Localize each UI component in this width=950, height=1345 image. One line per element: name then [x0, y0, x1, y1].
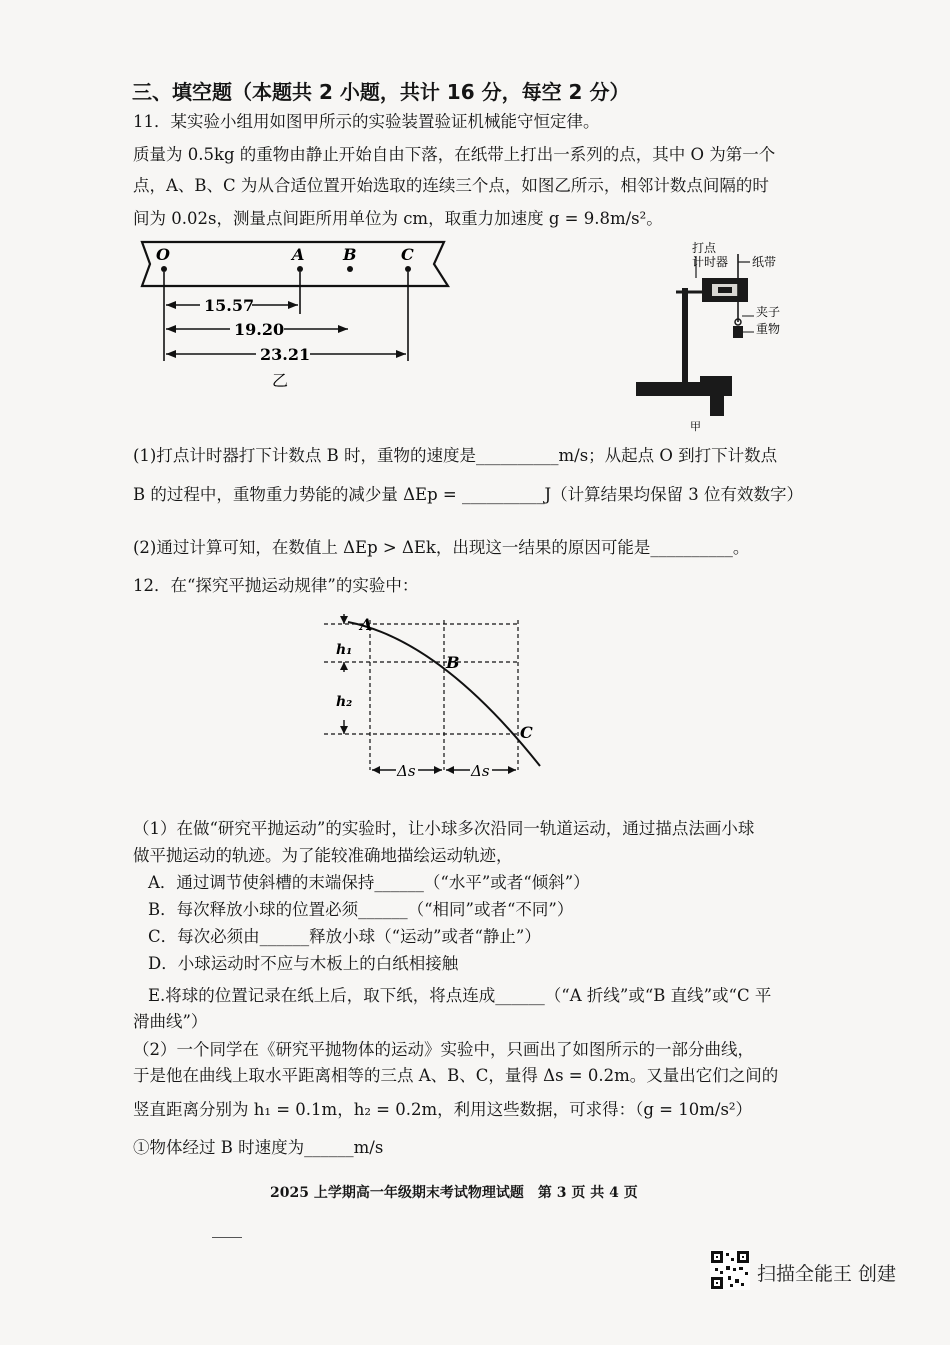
- q12-part2-line4: ①物体经过 B 时速度为______m/s: [133, 1138, 384, 1157]
- q11-stem: 11．某实验小组用如图甲所示的实验装置验证机械能守恒定律。: [133, 112, 600, 131]
- q12-option-a: A．通过调节使斜槽的末端保持______（“水平”或者“倾斜”）: [148, 873, 590, 892]
- tape-label: 纸带: [752, 255, 777, 269]
- clip-label: 夹子: [756, 305, 781, 319]
- q11-line-3: 点，A、B、C 为从合适位置开始选取的连续三个点，如图乙所示，相邻计数点间隔的时: [133, 176, 769, 195]
- scanner-watermark: 扫描全能王 创建: [757, 1263, 897, 1285]
- point-a-label: A: [360, 615, 373, 634]
- q12-option-d: D．小球运动时不应与木板上的白纸相接触: [148, 954, 459, 973]
- paper-tape-figure: [132, 236, 462, 396]
- qr-code-icon: [710, 1250, 750, 1290]
- q12-option-e-line2: 滑曲线”）: [133, 1012, 208, 1031]
- delta-s-label-1: Δs: [397, 762, 416, 780]
- q12-part2-line1: （2）一个同学在《研究平抛物体的运动》实验中，只画出了如图所示的一部分曲线，: [133, 1040, 754, 1059]
- weight-label: 重物: [756, 322, 781, 336]
- q11-part2: (2)通过计算可知，在数值上 ΔEp > ΔEk，出现这一结果的原因可能是__________。: [133, 538, 750, 557]
- timer-label-2: 计时器: [692, 255, 729, 269]
- scan-mark: [212, 1237, 242, 1238]
- q11-line-4: 间为 0.02s，测量点间距所用单位为 cm，取重力加速度 g = 9.8m/s²。: [133, 209, 663, 228]
- q11-line-2: 质量为 0.5kg 的重物由静止开始自由下落，在纸带上打出一系列的点，其中 O 为第一个: [133, 145, 776, 164]
- tape-dot-o: [161, 266, 167, 272]
- q12-part1-line1: （1）在做“研究平抛运动”的实验时，让小球多次沿同一轨道运动，通过描点法画小球: [133, 819, 755, 838]
- page-footer: 2025 上学期高一年级期末考试物理试题 第 3 页 共 4 页: [270, 1185, 638, 1201]
- tape-point-a-label: A: [292, 245, 305, 264]
- tape-point-b-label: B: [343, 245, 357, 264]
- q12-part1-line2: 做平抛运动的轨迹。为了能较准确地描绘运动轨迹，: [133, 846, 513, 865]
- tape-dot-b: [347, 266, 353, 272]
- q12-part2-line2: 于是他在曲线上取水平距离相等的三点 A、B、C，量得 Δs = 0.2m。又量出它们之间的: [133, 1066, 779, 1085]
- point-c-label: C: [520, 723, 533, 742]
- delta-s-label-2: Δs: [471, 762, 490, 780]
- tape-dot-a: [297, 266, 303, 272]
- timer-label-1: 打点: [692, 241, 717, 255]
- figure-jia-caption: 甲: [690, 420, 701, 433]
- q12-option-e-line1: E.将球的位置记录在纸上后，取下纸，将点连成______（“A 折线”或“B 直线”或“C 平: [148, 986, 772, 1005]
- section-title: 三、填空题（本题共 2 小题，共计 16 分，每空 2 分）: [132, 80, 630, 104]
- q11-part1-line2: B 的过程中，重物重力势能的减少量 ΔEp = __________J（计算结果均保留 3 位有效数字）: [133, 485, 804, 504]
- tape-point-c-label: C: [401, 245, 414, 264]
- tape-dot-c: [405, 266, 411, 272]
- distance-ob-label: 19.20: [234, 320, 285, 339]
- projectile-figure: [320, 610, 560, 800]
- h1-label: h₁: [336, 642, 353, 658]
- q12-stem: 12．在“探究平抛运动规律”的实验中：: [133, 576, 419, 595]
- figure-yi-caption: 乙: [272, 371, 289, 390]
- distance-oa-label: 15.57: [204, 296, 255, 315]
- point-b-label: B: [446, 653, 460, 672]
- q12-option-b: B．每次释放小球的位置必须______（“相同”或者“不同”）: [148, 900, 574, 919]
- apparatus-figure: [630, 236, 800, 436]
- h2-label: h₂: [336, 694, 353, 710]
- q11-part1-line1: (1)打点计时器打下计数点 B 时，重物的速度是__________m/s；从起点 O 到打下计数点: [133, 446, 778, 465]
- q12-part2-line3: 竖直距离分别为 h₁ = 0.1m，h₂ = 0.2m，利用这些数据，可求得：（g = 10m/s²）: [133, 1100, 753, 1119]
- distance-oc-label: 23.21: [260, 345, 311, 364]
- q12-option-c: C．每次必须由______释放小球（“运动”或者“静止”）: [148, 927, 541, 946]
- tape-point-o-label: O: [156, 245, 170, 264]
